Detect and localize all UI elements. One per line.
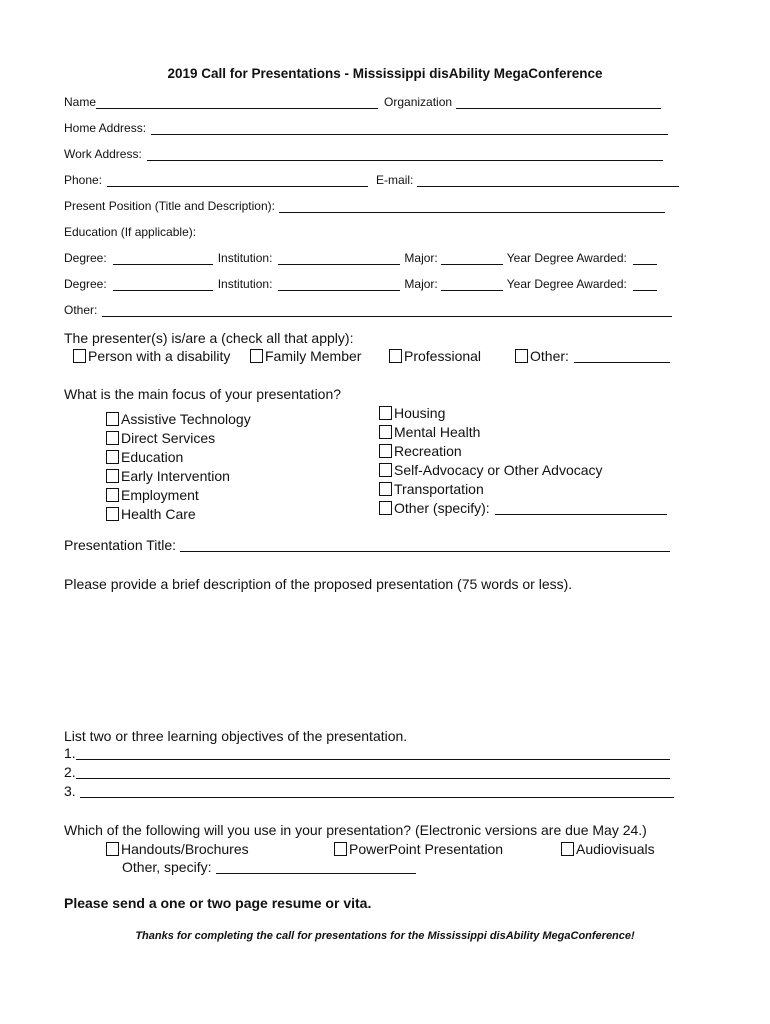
year-degree-field[interactable] — [633, 252, 657, 265]
institution-label: Institution: — [217, 251, 273, 265]
organization-label: Organization — [384, 95, 453, 109]
checkbox-icon[interactable] — [334, 842, 347, 856]
objective-field-3[interactable] — [80, 785, 674, 798]
institution-label: Institution: — [217, 277, 273, 291]
other-field[interactable] — [102, 304, 672, 317]
presenter-option-disability[interactable]: Person with a disability — [73, 348, 230, 364]
focus-early-intervention[interactable]: Early Intervention — [106, 468, 230, 484]
focus-direct-services[interactable]: Direct Services — [106, 430, 215, 446]
checkbox-icon[interactable] — [379, 501, 392, 515]
name-field[interactable] — [96, 96, 378, 109]
home-address-field[interactable] — [151, 122, 668, 135]
presenter-option-other[interactable]: Other: — [515, 348, 670, 364]
form-title: 2019 Call for Presentations - Mississippi disAbility MegaConference — [167, 66, 603, 81]
work-address-label: Work Address: — [64, 147, 142, 161]
degree-field[interactable] — [113, 252, 213, 265]
major-field[interactable] — [441, 278, 503, 291]
checkbox-icon[interactable] — [379, 425, 392, 439]
phone-field[interactable] — [107, 174, 368, 187]
present-position-row — [64, 199, 665, 213]
name-label: Name — [64, 95, 97, 109]
checkbox-icon[interactable] — [379, 482, 392, 496]
work-address-row — [64, 147, 663, 161]
checkbox-icon[interactable] — [106, 431, 119, 445]
checkbox-icon[interactable] — [561, 842, 574, 856]
other-education-row — [64, 303, 672, 317]
institution-field[interactable] — [278, 278, 400, 291]
presenter-question: The presenter(s) is/are a (check all that apply): — [64, 330, 354, 346]
presentation-title-label: Presentation Title: — [64, 537, 177, 553]
education-row — [64, 225, 196, 239]
materials-question: Which of the following will you use in your presentation? (Electronic versions are due May 24.) — [64, 822, 647, 838]
presentation-title-row — [64, 538, 670, 552]
checkbox-icon[interactable] — [106, 412, 119, 426]
objective-field-1[interactable] — [76, 747, 670, 760]
year-degree-field[interactable] — [633, 278, 657, 291]
focus-transportation[interactable]: Transportation — [379, 481, 484, 497]
focus-education[interactable]: Education — [106, 449, 183, 465]
checkbox-icon[interactable] — [250, 349, 263, 363]
objective-row-3: 3. — [64, 784, 674, 798]
education-label: Education (If applicable): — [64, 225, 197, 239]
presenter-option-family[interactable]: Family Member — [250, 348, 361, 364]
checkbox-icon[interactable] — [73, 349, 86, 363]
objective-row-1: 1. — [64, 746, 670, 760]
presenter-option-professional[interactable]: Professional — [389, 348, 481, 364]
objective-row-2: 2. — [64, 765, 670, 779]
checkbox-icon[interactable] — [106, 488, 119, 502]
objectives-prompt: List two or three learning objectives of the presentation. — [64, 728, 408, 744]
checkbox-icon[interactable] — [106, 842, 119, 856]
description-area[interactable] — [64, 600, 670, 710]
present-position-label: Present Position (Title and Description): — [64, 199, 275, 213]
materials-other-label: Other, specify: — [122, 859, 212, 875]
checkbox-icon[interactable] — [106, 450, 119, 464]
focus-assistive-technology[interactable]: Assistive Technology — [106, 411, 251, 427]
email-label: E-mail: — [376, 173, 414, 187]
checkbox-icon[interactable] — [379, 406, 392, 420]
materials-other-row — [122, 860, 416, 874]
degree-label: Degree: — [64, 251, 107, 265]
checkbox-icon[interactable] — [389, 349, 402, 363]
checkbox-icon[interactable] — [106, 469, 119, 483]
focus-housing[interactable]: Housing — [379, 405, 445, 421]
description-prompt: Please provide a brief description of the proposed presentation (75 words or less). — [64, 576, 573, 592]
focus-other-field[interactable] — [495, 502, 667, 515]
materials-powerpoint[interactable]: PowerPoint Presentation — [334, 841, 503, 857]
focus-self-advocacy[interactable]: Self-Advocacy or Other Advocacy — [379, 462, 603, 478]
email-field[interactable] — [417, 174, 679, 187]
checkbox-icon[interactable] — [379, 463, 392, 477]
phone-label: Phone: — [64, 173, 103, 187]
materials-other-field[interactable] — [216, 861, 416, 874]
major-label: Major: — [404, 277, 438, 291]
degree-label: Degree: — [64, 277, 107, 291]
major-label: Major: — [404, 251, 438, 265]
checkbox-icon[interactable] — [515, 349, 528, 363]
degree-field[interactable] — [113, 278, 213, 291]
objective-field-2[interactable] — [76, 766, 670, 779]
major-field[interactable] — [441, 252, 503, 265]
degree-row-1 — [64, 251, 657, 265]
year-degree-label: Year Degree Awarded: — [506, 251, 627, 265]
present-position-field[interactable] — [279, 200, 665, 213]
degree-row-2 — [64, 277, 657, 291]
home-address-row — [64, 121, 668, 135]
focus-question: What is the main focus of your presentation? — [64, 386, 342, 402]
other-label: Other: — [64, 303, 98, 317]
name-row — [64, 95, 661, 109]
focus-recreation[interactable]: Recreation — [379, 443, 462, 459]
organization-field[interactable] — [456, 96, 661, 109]
presenter-other-field[interactable] — [574, 350, 670, 363]
materials-audiovisuals[interactable]: Audiovisuals — [561, 841, 655, 857]
phone-row — [64, 173, 679, 187]
resume-note: Please send a one or two page resume or vita. — [64, 895, 372, 911]
institution-field[interactable] — [278, 252, 400, 265]
year-degree-label: Year Degree Awarded: — [506, 277, 627, 291]
focus-other[interactable]: Other (specify): — [379, 500, 667, 516]
thanks-note: Thanks for completing the call for presentations for the Mississippi disAbility MegaConference! — [135, 930, 635, 942]
work-address-field[interactable] — [147, 148, 663, 161]
checkbox-icon[interactable] — [106, 507, 119, 521]
checkbox-icon[interactable] — [379, 444, 392, 458]
home-address-label: Home Address: — [64, 121, 147, 135]
focus-health-care[interactable]: Health Care — [106, 506, 196, 522]
focus-mental-health[interactable]: Mental Health — [379, 424, 480, 440]
presentation-title-field[interactable] — [180, 539, 670, 552]
focus-employment[interactable]: Employment — [106, 487, 199, 503]
materials-handouts[interactable]: Handouts/Brochures — [106, 841, 249, 857]
